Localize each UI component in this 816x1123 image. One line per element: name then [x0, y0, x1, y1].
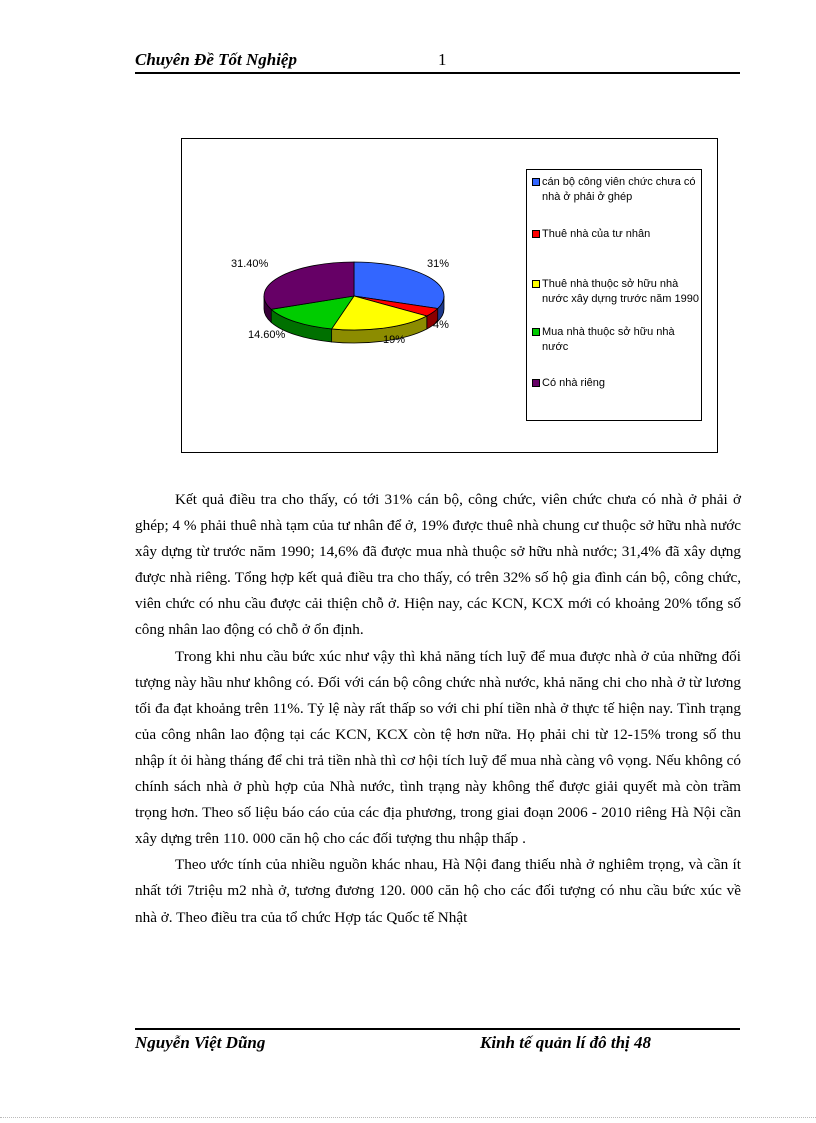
chart-legend: [526, 169, 702, 421]
pie-label-4: 31.40%: [231, 258, 269, 270]
legend-item: [532, 227, 700, 242]
pie-label-3: 14.60%: [248, 329, 286, 341]
legend-swatch: [532, 178, 540, 186]
paragraph: Trong khi nhu cầu bức xúc như vậy thì khả năng tích luỹ để mua được nhà ở của những đối tượng này hầu như không có. Đối với cán bộ công chức nhà nước, khả năng chi cho nhà ở từ lương tối đa đạt khoảng trên 11%. Tỷ lệ này rất thấp so với chi phí tiền nhà ở thực tế hiện nay. Tình trạng của công nhân lao động tại các KCN, KCX còn tệ hơn nữa. Họ phải chi từ 12-15% trong số thu nhập ít ỏi hàng tháng để chi trả tiền nhà thì cơ hội tích luỹ để mua nhà càng vô vọng. Nếu không có chính sách nhà ở phù hợp của Nhà nước, tình trạng này không thể được giải quyết mà còn trầm trọng hơn. Theo số liệu báo cáo của các địa phương, trong giai đoạn 2006 - 2010 riêng Hà Nội cần xây dựng trên 110. 000 căn hộ cho các đối tượng thu nhập thấp .: [135, 647, 741, 848]
legend-label: Thuê nhà của tư nhân: [542, 228, 651, 240]
legend-item: [532, 175, 700, 205]
legend-swatch: [532, 230, 540, 238]
legend-label: Thuê nhà thuộc sở hữu nhà nước xây dựng trước năm 1990: [542, 278, 699, 305]
pie-label-2: 19%: [383, 334, 406, 346]
legend-label: Mua nhà thuộc sở hữu nhà nước: [542, 326, 675, 353]
legend-swatch: [532, 280, 540, 288]
legend-item: [532, 325, 700, 355]
paragraph: Kết quả điều tra cho thấy, có tới 31% cán bộ, công chức, viên chức chưa có nhà ở phải ở ghép; 4 % phải thuê nhà tạm của tư nhân để ở, 19% được thuê nhà chung cư thuộc sở hữu nhà nước xây dựng từ trước năm 1990; 14,6% đã được mua nhà thuộc sở hữu nhà nước; 31,4% đã xây dựng được nhà riêng. Tổng hợp kết quả điều tra cho thấy, có trên 32% số hộ gia đình cán bộ, công chức, viên chức có nhu cầu được cải thiện chỗ ở. Hiện nay, các KCN, KCX mới có khoảng 20% tổng số công nhân lao động có chỗ ở ổn định.: [135, 491, 741, 639]
pie-label-0: 31%: [427, 258, 450, 270]
legend-item: [532, 376, 700, 391]
legend-label: Có nhà riêng: [542, 377, 605, 389]
page-header: [135, 50, 740, 74]
paragraph: Theo ước tính của nhiều nguồn khác nhau, Hà Nội đang thiếu nhà ở nghiêm trọng, và cần ít nhất tới 7triệu m2 nhà ở, tương đương 120. 000 căn hộ cho các đối tượng có nhu cầu bức xúc về nhà ở. Theo điều tra của tổ chức Hợp tác Quốc tế Nhật: [135, 856, 741, 926]
footer-author: Nguyễn Việt Dũng: [135, 1033, 266, 1052]
header-title: Chuyên Đề Tốt Nghiệp: [135, 50, 297, 69]
legend-label: cán bộ công viên chức chưa có nhà ở phải ở ghép: [542, 176, 696, 203]
legend-item: [532, 277, 700, 307]
legend-swatch: [532, 328, 540, 336]
legend-swatch: [532, 379, 540, 387]
pie-chart: [181, 138, 718, 453]
page-bottom-rule: [0, 1117, 816, 1118]
body-text: [135, 487, 741, 931]
pie-label-1: 4%: [433, 319, 449, 331]
footer-department: Kinh tế quản lí đô thị 48: [480, 1033, 651, 1052]
page-footer: [135, 1028, 740, 1052]
page-number: 1: [438, 50, 447, 69]
